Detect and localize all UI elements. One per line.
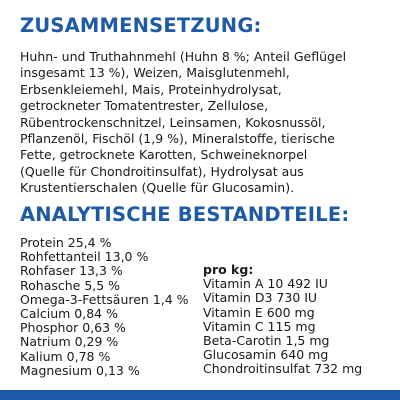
additive-item-vitamin-e: Vitamin E 600 mg bbox=[203, 304, 315, 320]
composition-line: getrockneter Tomatentrester, Zellulose, bbox=[20, 98, 269, 114]
additive-item-vitamin-a: Vitamin A 10 492 IU bbox=[203, 276, 328, 292]
additive-item-vitamin-c: Vitamin C 115 mg bbox=[203, 318, 316, 334]
additives-per-kg-list bbox=[203, 263, 393, 377]
composition-line: insgesamt 13 %), Weizen, Maisglutenmehl, bbox=[20, 65, 290, 81]
analytic-constituents-list bbox=[20, 236, 202, 378]
composition-line: Pflanzenöl, Fischöl (1,9 %), Mineralstoffe, tierische bbox=[20, 130, 335, 146]
composition-line: (Quelle für Chondroitinsulfat), Hydrolysat aus bbox=[20, 163, 304, 179]
analytic-constituents-heading: ANALYTISCHE BESTANDTEILE: bbox=[20, 203, 350, 226]
analytic-item-calcium: Calcium 0,84 % bbox=[20, 305, 118, 321]
analytic-item-crude-fibre: Rohfaser 13,3 % bbox=[20, 263, 123, 279]
composition-line: Fette, getrocknete Karotten, Schweineknorpel bbox=[20, 147, 308, 163]
analytic-item-magnesium: Magnesium 0,13 % bbox=[20, 362, 140, 378]
analytic-item-phosphorus: Phosphor 0,63 % bbox=[20, 320, 126, 336]
additive-item-chondroitin: Chondroitinsulfat 732 mg bbox=[203, 361, 363, 377]
additive-item-glucosamine: Glucosamin 640 mg bbox=[203, 347, 329, 363]
composition-text bbox=[20, 49, 392, 197]
bottom-color-band bbox=[0, 390, 400, 400]
per-kg-heading: pro kg: bbox=[203, 262, 254, 277]
analytic-item-omega-3: Omega-3-Fettsäuren 1,4 % bbox=[20, 291, 189, 307]
additive-item-vitamin-d3: Vitamin D3 730 IU bbox=[203, 290, 318, 306]
analytic-item-crude-fat: Rohfettanteil 13,0 % bbox=[20, 249, 149, 265]
analytic-item-sodium: Natrium 0,29 % bbox=[20, 334, 119, 350]
analytic-item-potassium: Kalium 0,78 % bbox=[20, 348, 111, 364]
additive-item-beta-carotene: Beta-Carotin 1,5 mg bbox=[203, 332, 330, 348]
composition-line: Krustentierschalen (Quelle für Glucosamin). bbox=[20, 180, 295, 196]
composition-line: Erbsenkleiemehl, Mais, Proteinhydrolysat, bbox=[20, 81, 282, 97]
composition-line: Huhn- und Truthahnmehl (Huhn 8 %; Anteil Geflügel bbox=[20, 49, 347, 64]
analytic-item-crude-ash: Rohasche 5,5 % bbox=[20, 277, 121, 293]
analytic-item-protein: Protein 25,4 % bbox=[20, 235, 112, 250]
composition-heading: ZUSAMMENSETZUNG: bbox=[20, 14, 262, 37]
composition-line: Rübentrockenschnitzel, Leinsamen, Kokosnussöl, bbox=[20, 114, 326, 130]
